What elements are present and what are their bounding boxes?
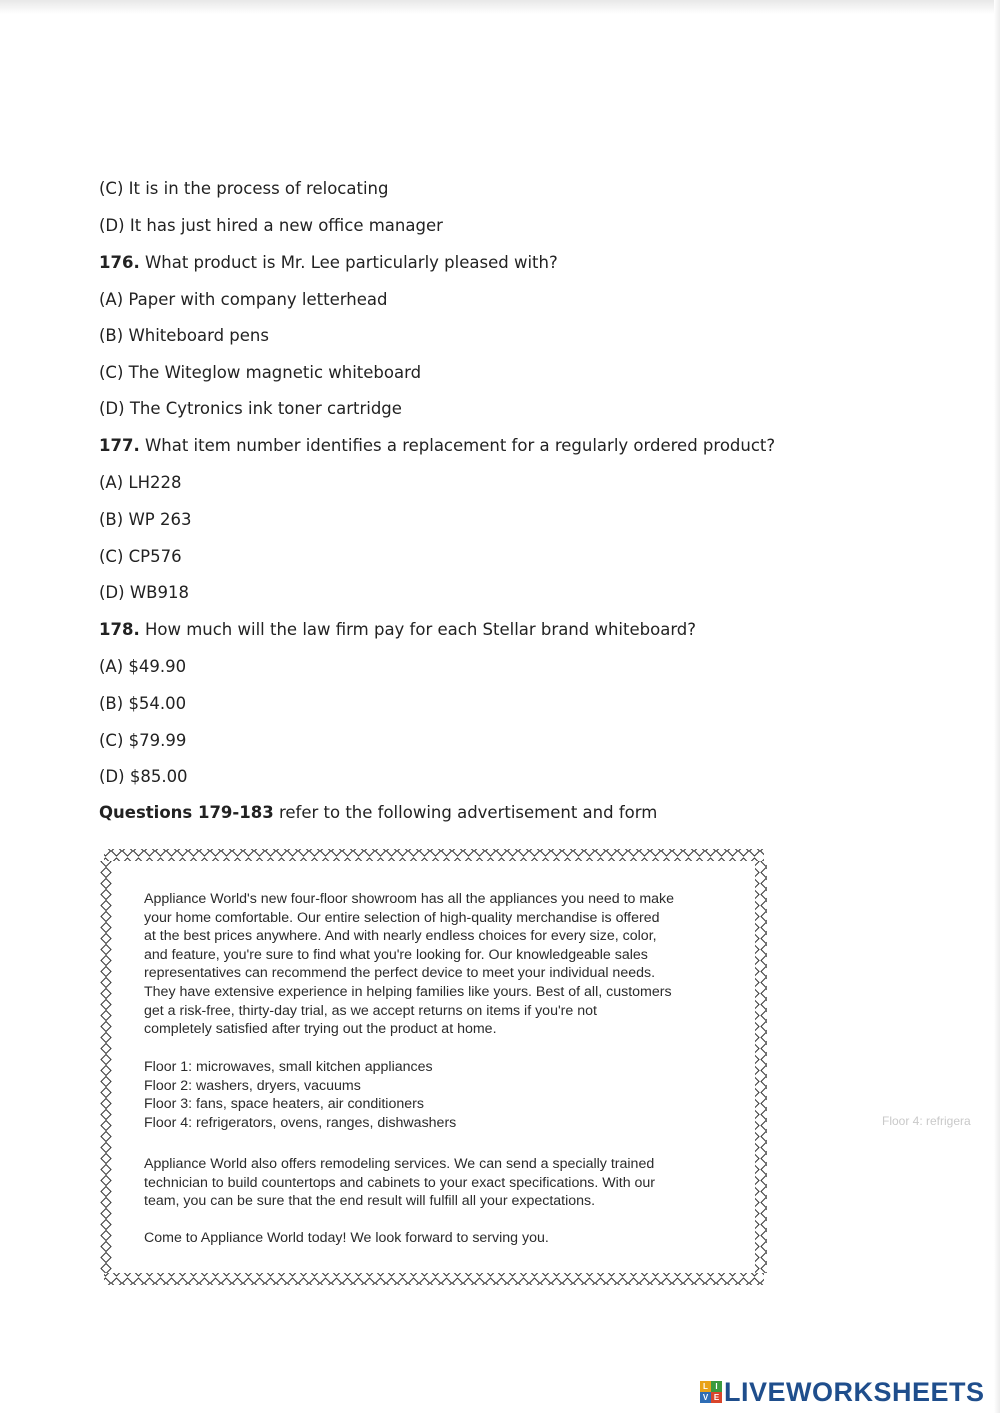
option-a-177: (A) LH228 — [99, 473, 182, 492]
option-c-177: (C) CP576 — [99, 547, 182, 566]
question-176 — [99, 253, 558, 273]
option-d-178: (D) $85.00 — [99, 767, 188, 786]
page-top-edge — [0, 0, 1000, 14]
page-right-edge — [994, 0, 1000, 1413]
question-text: What product is Mr. Lee particularly pleased with? — [139, 253, 558, 272]
intro-text: refer to the following advertisement and form — [273, 803, 658, 822]
floor-1-line: Floor 1: microwaves, small kitchen appliances — [144, 1059, 433, 1075]
faint-margin-text: Floor 4: refrigera — [882, 1114, 971, 1128]
liveworksheets-brand — [700, 1377, 985, 1407]
question-number: 177. — [99, 436, 140, 455]
option-b-176: (B) Whiteboard pens — [99, 326, 269, 345]
ad-line: technician to build countertops and cabinets to your exact specifications. With our — [144, 1174, 656, 1191]
option-c-175: (C) It is in the process of relocating — [99, 179, 389, 198]
intro-range: Questions 179-183 — [99, 803, 274, 822]
option-b-178: (B) $54.00 — [99, 694, 187, 713]
question-177 — [99, 436, 775, 456]
ad-line: get a risk-free, thirty-day trial, as we accept returns on items if you're not — [144, 1002, 597, 1019]
advertisement-box — [100, 845, 768, 1290]
option-a-178: (A) $49.90 — [99, 657, 187, 676]
floor-3-line: Floor 3: fans, space heaters, air conditioners — [144, 1096, 424, 1113]
questions-intro — [99, 803, 657, 823]
ad-line: completely satisfied after trying out the product at home. — [144, 1021, 497, 1038]
question-text: How much will the law firm pay for each Stellar brand whiteboard? — [139, 620, 697, 639]
ad-line: and feature, you're sure to find what you're looking for. Our knowledgeable sales — [144, 946, 648, 963]
question-178 — [99, 620, 696, 640]
brand-name: LIVEWORKSHEETS — [724, 1376, 985, 1407]
ad-line: representatives can recommend the perfect device to meet your individual needs. — [144, 965, 656, 982]
logo-letter-e: E — [711, 1392, 722, 1403]
logo-letter-i: I — [711, 1381, 722, 1392]
ad-line: They have extensive experience in helping families like yours. Best of all, customers — [144, 983, 672, 1000]
floor-2-line: Floor 2: washers, dryers, vacuums — [144, 1077, 361, 1094]
option-c-178: (C) $79.99 — [99, 731, 187, 750]
logo-letter-l: L — [700, 1381, 711, 1392]
ad-line: Appliance World's new four-floor showroom has all the appliances you need to make — [144, 891, 675, 907]
ad-floor-list — [144, 1058, 456, 1132]
question-number: 176. — [99, 253, 140, 272]
ad-line: team, you can be sure that the end result will fulfill all your expectations. — [144, 1193, 596, 1210]
ad-paragraph-remodeling — [144, 1155, 655, 1211]
ad-line: Come to Appliance World today! We look forward to serving you. — [144, 1230, 549, 1246]
option-b-177: (B) WP 263 — [99, 510, 192, 529]
ad-paragraph-intro — [144, 890, 674, 1039]
ad-line: at the best prices anywhere. And with nearly endless choices for every size, color, — [144, 928, 657, 945]
ad-line: Appliance World also offers remodeling services. We can send a specially trained — [144, 1156, 655, 1172]
ad-line: your home comfortable. Our entire selection of high-quality merchandise is offered — [144, 909, 660, 926]
option-d-175: (D) It has just hired a new office manager — [99, 216, 443, 235]
question-text: What item number identifies a replacement for a regularly ordered product? — [139, 436, 776, 455]
logo-letter-v: V — [700, 1392, 711, 1403]
option-c-176: (C) The Witeglow magnetic whiteboard — [99, 363, 422, 382]
question-number: 178. — [99, 620, 140, 639]
ad-closing — [144, 1229, 549, 1248]
option-a-176: (A) Paper with company letterhead — [99, 290, 388, 309]
option-d-177: (D) WB918 — [99, 583, 189, 602]
floor-4-line: Floor 4: refrigerators, ovens, ranges, dishwashers — [144, 1114, 457, 1131]
option-d-176: (D) The Cytronics ink toner cartridge — [99, 399, 402, 418]
liveworksheets-logo-icon — [700, 1381, 722, 1403]
